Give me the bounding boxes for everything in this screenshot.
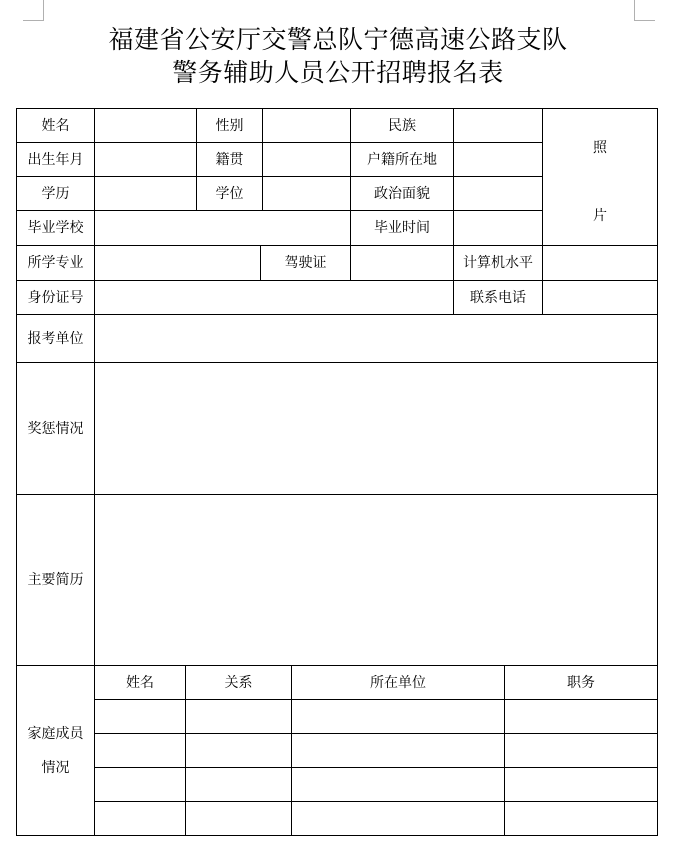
photo-label-bottom: 片 [593, 208, 607, 224]
gender-input-cell[interactable] [262, 108, 351, 143]
label-computer-level: 计算机水平 [453, 245, 543, 281]
photo-label-top: 照 [593, 140, 607, 156]
label-degree: 学位 [196, 176, 263, 211]
family-row-cell[interactable] [185, 767, 292, 802]
family-row-cell[interactable] [94, 767, 186, 802]
family-header-relation: 关系 [185, 665, 292, 700]
family-row-cell[interactable] [504, 733, 658, 768]
label-applied-unit: 报考单位 [16, 314, 95, 363]
family-row-cell[interactable] [94, 733, 186, 768]
family-header-position: 职务 [504, 665, 658, 700]
label-birth: 出生年月 [16, 142, 95, 177]
birth-input-cell[interactable] [94, 142, 197, 177]
family-label-line1: 家庭成员 [27, 725, 84, 742]
form-title-line1: 福建省公安厅交警总队宁德高速公路支队 [108, 25, 568, 54]
page-corner-mark-left [23, 0, 44, 21]
label-graduation-time: 毕业时间 [350, 210, 454, 246]
family-row-cell[interactable] [185, 699, 292, 734]
political-status-input-cell[interactable] [453, 176, 543, 211]
graduate-school-input-cell[interactable] [94, 210, 351, 246]
family-row-cell[interactable] [291, 733, 505, 768]
family-row-cell[interactable] [291, 801, 505, 836]
registration-form-table [16, 108, 658, 836]
phone-input-cell[interactable] [542, 280, 658, 315]
photo-cell[interactable] [542, 108, 658, 246]
degree-input-cell[interactable] [262, 176, 351, 211]
family-row-cell[interactable] [94, 699, 186, 734]
label-political-status: 政治面貌 [350, 176, 454, 211]
label-major: 所学专业 [16, 245, 95, 281]
household-location-input-cell[interactable] [453, 142, 543, 177]
driver-license-input-cell[interactable] [350, 245, 454, 281]
family-row-cell[interactable] [291, 699, 505, 734]
family-row-cell[interactable] [504, 801, 658, 836]
family-row-cell[interactable] [185, 801, 292, 836]
label-phone: 联系电话 [453, 280, 543, 315]
page-corner-mark-right [634, 0, 655, 21]
label-id-number: 身份证号 [16, 280, 95, 315]
label-graduate-school: 毕业学校 [16, 210, 95, 246]
name-input-cell[interactable] [94, 108, 197, 143]
family-header-workplace: 所在单位 [291, 665, 505, 700]
graduation-time-input-cell[interactable] [453, 210, 543, 246]
label-rewards-punishments: 奖惩情况 [16, 362, 95, 495]
rewards-punishments-input-cell[interactable] [94, 362, 658, 495]
education-input-cell[interactable] [94, 176, 197, 211]
resume-input-cell[interactable] [94, 494, 658, 666]
label-gender: 性别 [196, 108, 263, 143]
label-family [16, 665, 95, 836]
family-row-cell[interactable] [291, 767, 505, 802]
family-row-cell[interactable] [185, 733, 292, 768]
family-label-line2: 情况 [41, 759, 70, 776]
label-household-location: 户籍所在地 [350, 142, 454, 177]
label-resume: 主要简历 [16, 494, 95, 666]
major-input-cell[interactable] [94, 245, 261, 281]
applied-unit-input-cell[interactable] [94, 314, 658, 363]
family-row-cell[interactable] [504, 767, 658, 802]
native-place-input-cell[interactable] [262, 142, 351, 177]
family-row-cell[interactable] [504, 699, 658, 734]
label-name: 姓名 [16, 108, 95, 143]
family-row-cell[interactable] [94, 801, 186, 836]
label-education: 学历 [16, 176, 95, 211]
label-ethnicity: 民族 [350, 108, 454, 143]
form-title-line2: 警务辅助人员公开招聘报名表 [172, 58, 504, 87]
family-header-name: 姓名 [94, 665, 186, 700]
label-native-place: 籍贯 [196, 142, 263, 177]
computer-level-input-cell[interactable] [542, 245, 658, 281]
ethnicity-input-cell[interactable] [453, 108, 543, 143]
id-number-input-cell[interactable] [94, 280, 454, 315]
label-driver-license: 驾驶证 [260, 245, 351, 281]
